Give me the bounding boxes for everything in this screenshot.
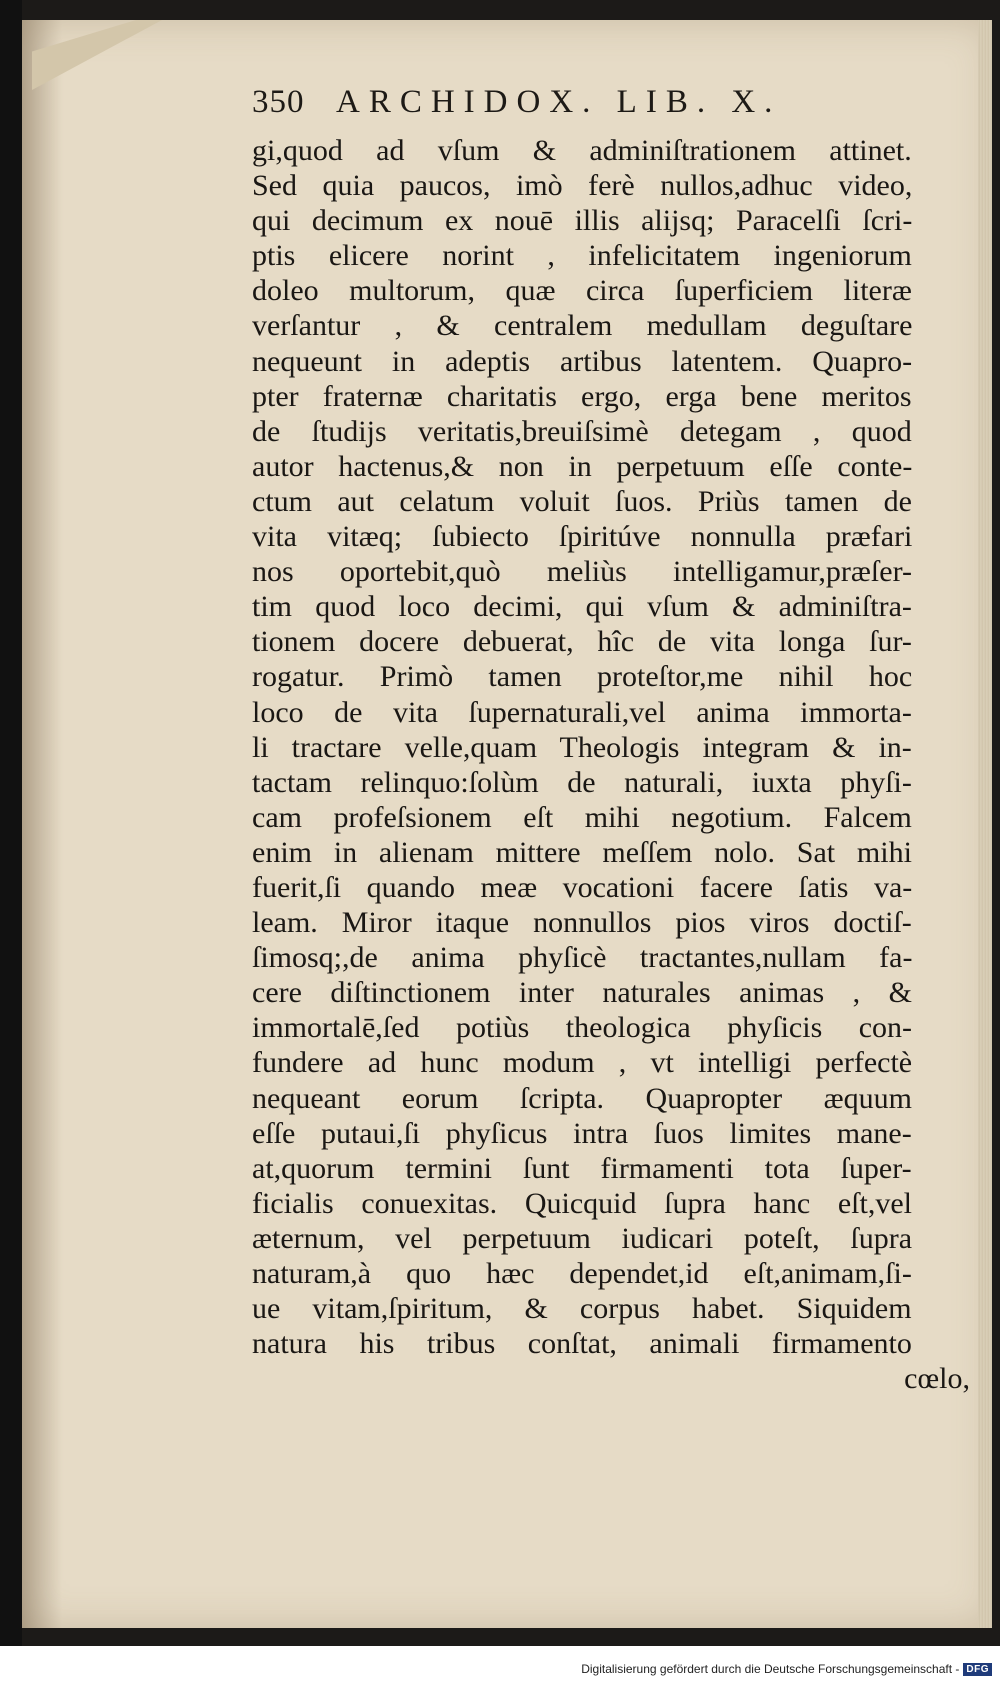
text-line: ue vitam,ſpiritum, & corpus habet. Siquidem [252,1292,912,1326]
running-head [252,84,852,124]
text-line: æternum, vel perpetuum iudicari poteſt, ſupra [252,1221,913,1255]
text-line: nequeant eorum ſcripta. Quapropter æquum [252,1081,913,1115]
funding-credit [581,1662,992,1676]
text-line: eſſe putaui,ſi phyſicus intra ſuos limites mane- [252,1116,912,1150]
text-line: gi,quod ad vſum & adminiſtrationem attinet. [252,134,912,167]
text-line: de ſtudijs veritatis,breuiſsimè detegam , quod [252,414,912,448]
text-line: natura his tribus conſtat, animali firmamento [252,1327,912,1361]
credit-text: Digitalisierung gefördert durch die Deutsche Forschungsgemeinschaft - [581,1662,960,1676]
text-line: verſantur , & centralem medullam deguſtare [252,309,913,343]
text-line: fuerit,ſi quando meæ vocationi facere ſatis va- [252,870,913,904]
text-line: pter fraternæ charitatis ergo, erga bene meritos [252,379,912,413]
text-line: rogatur. Primò tamen proteſtor,me nihil hoc [252,660,913,694]
text-line: autor hactenus,& non in perpetuum eſſe conte- [252,449,913,483]
footer-bar [0,1646,1000,1683]
text-line: ficialis conuexitas. Quicquid ſupra hanc eſt,vel [252,1186,912,1220]
text-line: cere diſtinctionem inter naturales animas , & [252,976,912,1010]
text-line: naturam,à quo hæc dependet,id eſt,animam,ſi- [252,1257,912,1290]
text-line: cam profeſsionem eſt mihi negotium. Falcem [252,800,912,834]
text-line: tim quod loco decimi, qui vſum & adminiſtra- [252,590,912,624]
text-line: nequeunt in adeptis artibus latentem. Quapro- [252,344,913,378]
text-line: Sed quia paucos, imò ferè nullos,adhuc video, [252,169,913,203]
text-line: qui decimum ex nouē illis alijsq; Paracelſi ſcri- [252,204,913,238]
text-line: ſimosq;,de anima phyſicè tractantes,nullam fa- [252,941,913,975]
text-line: vita vitæq; ſubiecto ſpiritúve nonnulla præfari [252,520,913,554]
body-text [252,133,972,1396]
text-line: ptis elicere norint , infelicitatem ingeniorum [252,239,912,273]
text-line: li tractare velle,quam Theologis integram & in- [252,730,912,764]
text-line: enim in alienam mittere meſſem nolo. Sat mihi [252,835,912,869]
text-line: at,quorum termini ſunt firmamenti tota ſuper- [252,1151,912,1185]
text-line: tionem docere debuerat, hîc de vita longa ſur- [252,625,912,659]
running-title: ARCHIDOX. LIB. X. [336,84,782,120]
page-edges [978,20,992,1628]
text-line: tactam relinquo:ſolùm de naturali, iuxta phyſi- [252,765,912,799]
text-line: leam. Miror itaque nonnullos pios viros doctiſ- [252,906,912,940]
text-line: ctum aut celatum voluit ſuos. Priùs tamen de [252,484,912,518]
text-line: immortalē,ſed potiùs theologica phyſicis con- [252,1011,913,1045]
gutter-shadow [22,20,62,1628]
book-edge [0,0,22,1646]
catchword: cœlo, [904,1362,970,1396]
page-number: 350 [252,84,305,120]
text-line: fundere ad hunc modum , vt intelligi perfectè [252,1046,913,1080]
text-line: loco de vita ſupernaturali,vel anima immorta- [252,695,912,729]
dfg-logo: DFG [963,1663,992,1676]
text-line: doleo multorum, quæ circa ſuperficiem literæ [252,274,912,308]
text-line: nos oportebit,quò meliùs intelligamur,præſer- [252,555,912,589]
